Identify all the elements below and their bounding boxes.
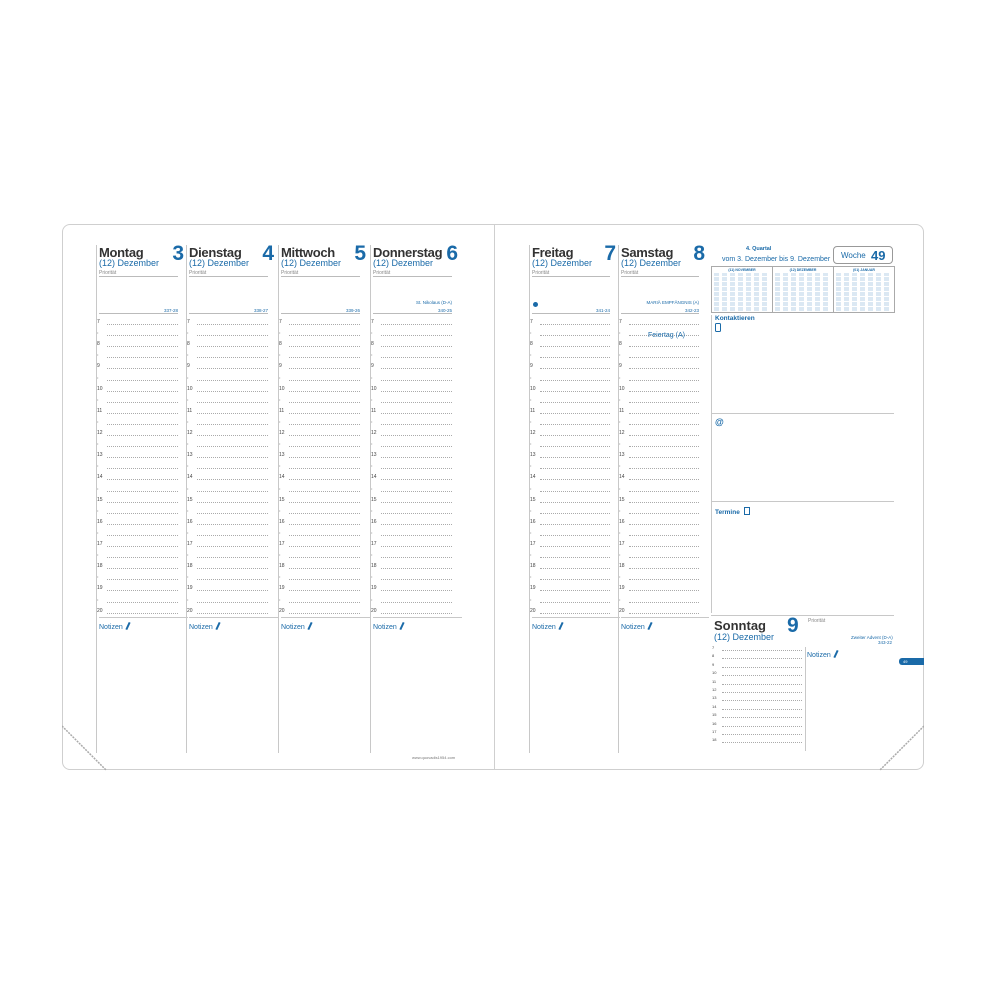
contacts-label: Kontaktieren: [715, 315, 755, 322]
day-month: (12) Dezember: [281, 258, 342, 268]
hour-label: 14: [712, 703, 717, 709]
hour-label: 9: [279, 363, 282, 370]
sunday-name: Sonntag: [714, 618, 766, 633]
day-number: 4: [262, 242, 274, 265]
priority-label: Priorität: [532, 270, 550, 276]
day-number: 8: [693, 242, 705, 265]
page-tab[interactable]: [899, 658, 924, 665]
hour-label: 9: [97, 363, 100, 370]
hour-label: 15: [619, 496, 625, 503]
phone-icon: [715, 323, 721, 332]
hour-label: 9: [530, 363, 533, 370]
appointments-label: Termine: [715, 509, 740, 516]
day-name: Samstag: [621, 245, 674, 260]
hour-label: 11: [187, 407, 193, 414]
hour-label: 11: [97, 407, 103, 414]
mini-calendar-november: [711, 266, 773, 313]
hour-label: 19: [279, 585, 285, 592]
hour-label: 18: [97, 563, 103, 570]
hour-label: 12: [97, 430, 103, 436]
hour-label: 13: [619, 452, 625, 459]
hour-label: 13: [712, 695, 717, 701]
day-month: (12) Dezember: [621, 258, 682, 268]
hour-label: 11: [530, 407, 536, 414]
mini-calendar-december: [772, 266, 834, 313]
hour-label: 14: [371, 474, 377, 481]
sunday-month: (12) Dezember: [714, 632, 775, 642]
sunday-notes-label: Notizen: [807, 650, 837, 659]
pen-icon: [399, 622, 404, 630]
day-column: Samstag (12) Dezember 8 Priorität MARIÄ EMPFÄNGNIS (A) 342-23 7 • 8 • 9 • 10 • 11 • 12 • 13 • 14 • 15 • 16 • 17 • 18 • 19 • 20 Notizen: [618, 245, 709, 753]
hour-label: 18: [187, 563, 193, 570]
hour-label: 9: [712, 661, 715, 667]
priority-label: Priorität: [373, 270, 391, 276]
hour-label: 18: [712, 737, 717, 743]
sunday-feast: Zweiter Advent (D-A): [851, 635, 893, 640]
quarter-range: vom 3. Dezember bis 9. Dezember: [722, 256, 831, 263]
hour-label: 11: [712, 678, 717, 684]
hour-label: 10: [279, 385, 285, 392]
hour-label: 20: [97, 607, 103, 614]
hour-label: 17: [619, 541, 625, 547]
day-code: 338-27: [253, 308, 268, 313]
hour-label: 17: [712, 729, 717, 734]
sunday-number: 9: [787, 614, 799, 637]
hour-label: 15: [712, 712, 717, 718]
day-code: 342-23: [684, 308, 699, 313]
hour-label: 10: [619, 385, 625, 392]
hour-label: 14: [279, 474, 285, 481]
hour-label: 14: [187, 474, 193, 481]
hour-label: 8: [619, 341, 622, 348]
priority-label: Priorität: [99, 270, 117, 276]
hour-label: 10: [530, 385, 536, 392]
hour-label: 8: [530, 341, 533, 348]
moon-phase-icon: [533, 302, 538, 307]
hour-label: 13: [279, 452, 285, 459]
hour-label: 10: [187, 385, 193, 392]
hour-label: 20: [619, 607, 625, 614]
hour-label: 15: [187, 496, 193, 503]
hour-label: 7: [371, 319, 374, 325]
hour-label: 8: [279, 341, 282, 348]
day-name: Freitag: [532, 245, 574, 260]
hour-label: 16: [371, 518, 377, 525]
hour-label: 17: [530, 541, 536, 547]
day-month: (12) Dezember: [532, 258, 593, 268]
hour-label: 18: [279, 563, 285, 570]
hour-label: 11: [619, 407, 625, 414]
hour-label: 19: [97, 585, 103, 592]
hour-label: 13: [371, 452, 377, 459]
day-column: Montag (12) Dezember 3 Priorität 337-28 7 • 8 • 9 • 10 • 11 • 12 • 13 • 14 • 15 • 16 • 17 • 18 • 19 • 20 Notizen: [96, 245, 188, 753]
hour-label: 14: [619, 474, 625, 481]
hour-label: 20: [530, 607, 536, 614]
hour-label: 18: [530, 563, 536, 570]
hour-label: 16: [530, 518, 536, 525]
hour-label: 11: [371, 407, 377, 414]
hour-label: 15: [371, 496, 377, 503]
mini-calendar-title: (01) JANUAR: [853, 268, 875, 272]
pen-icon: [125, 622, 130, 630]
hour-label: 8: [712, 653, 715, 659]
hour-label: 19: [619, 585, 625, 592]
mini-calendar-title: (11) NOVEMBER: [728, 268, 756, 272]
day-code: 340-25: [437, 308, 452, 313]
hour-label: 15: [530, 496, 536, 503]
notes-label: Notizen: [373, 622, 403, 631]
hour-label: 14: [97, 474, 103, 481]
day-number: 7: [604, 242, 616, 265]
day-column: Dienstag (12) Dezember 4 Priorität 338-27 7 • 8 • 9 • 10 • 11 • 12 • 13 • 14 • 15 • 16 • 17 • 18 • 19 • 20 Notizen: [186, 245, 278, 753]
hour-label: 13: [530, 452, 536, 459]
hour-label: 7: [712, 645, 715, 650]
hour-label: 16: [619, 518, 625, 525]
hour-label: 8: [371, 341, 374, 348]
pen-icon: [558, 622, 563, 630]
hour-label: 7: [97, 319, 100, 325]
priority-label: Priorität: [189, 270, 207, 276]
hour-label: 12: [530, 430, 536, 436]
day-number: 3: [172, 242, 184, 265]
day-column: Donnerstag (12) Dezember 6 Priorität St. Nikolaus (D-A) 340-25 7 • 8 • 9 • 10 • 11 • 12 • 13 • 14 • 15 • 16 • 17 • 18 • 19 • 20 Notizen: [370, 245, 462, 753]
day-code: 337-28: [163, 308, 178, 313]
hour-label: 7: [187, 319, 190, 325]
priority-label: Priorität: [281, 270, 299, 276]
hour-label: 17: [187, 541, 193, 547]
hour-label: 8: [187, 341, 190, 348]
hour-label: 14: [530, 474, 536, 481]
day-number: 6: [446, 242, 458, 265]
hour-label: 19: [530, 585, 536, 592]
hour-label: 7: [279, 319, 282, 325]
day-name: Mittwoch: [281, 245, 335, 260]
notes-label: Notizen: [281, 622, 311, 631]
hour-label: 16: [187, 518, 193, 525]
hour-label: 13: [187, 452, 193, 459]
hour-label: 18: [619, 563, 625, 570]
day-month: (12) Dezember: [373, 258, 434, 268]
mini-calendar-title: (12) DEZEMBER: [789, 268, 817, 272]
hour-label: 12: [371, 430, 377, 436]
day-column: Mittwoch (12) Dezember 5 Priorität 339-26 7 • 8 • 9 • 10 • 11 • 12 • 13 • 14 • 15 • 16 • 17 • 18 • 19 • 20 Notizen: [278, 245, 370, 753]
hour-label: 12: [712, 687, 717, 692]
hour-label: 10: [371, 385, 377, 392]
day-number: 5: [354, 242, 366, 265]
hour-label: 9: [371, 363, 374, 370]
hour-label: 20: [371, 607, 377, 614]
day-month: (12) Dezember: [189, 258, 250, 268]
notes-label: Notizen: [532, 622, 562, 631]
hour-label: 17: [97, 541, 103, 547]
hour-label: 12: [279, 430, 285, 436]
hour-label: 8: [97, 341, 100, 348]
day-code: 339-26: [345, 308, 360, 313]
hour-label: 12: [619, 430, 625, 436]
hour-label: 11: [279, 407, 285, 414]
hour-label: 16: [279, 518, 285, 525]
hour-label: 7: [530, 319, 533, 325]
mini-calendar-january: [833, 266, 895, 313]
quarter-title: 4. Quartal: [746, 246, 772, 252]
holiday-label: Feiertag (A): [648, 332, 685, 339]
day-name: Donnerstag: [373, 245, 443, 260]
hour-label: 10: [712, 670, 717, 676]
day-column: Freitag (12) Dezember 7 Priorität 341-24 7 • 8 • 9 • 10 • 11 • 12 • 13 • 14 • 15 • 16 • 17 • 18 • 19 • 20 Notizen: [529, 245, 620, 753]
pen-icon: [647, 622, 652, 630]
hour-label: 18: [371, 563, 377, 570]
priority-label: Priorität: [621, 270, 639, 276]
week-number: 49: [871, 248, 886, 263]
hour-label: 10: [97, 385, 103, 392]
hour-label: 17: [371, 541, 377, 547]
hour-label: 19: [187, 585, 193, 592]
hour-label: 19: [371, 585, 377, 592]
hour-label: 12: [187, 430, 193, 436]
hour-label: 20: [187, 607, 193, 614]
notes-label: Notizen: [189, 622, 219, 631]
hour-label: 13: [97, 452, 103, 459]
notes-label: Notizen: [621, 622, 651, 631]
week-box: [833, 246, 893, 264]
hour-label: 20: [279, 607, 285, 614]
week-label: Woche: [841, 251, 866, 260]
day-name: Montag: [99, 245, 144, 260]
corner-curl-right: [876, 724, 924, 772]
page-tab-label: 49: [903, 659, 908, 664]
pen-icon: [307, 622, 312, 630]
hour-label: 17: [279, 541, 285, 547]
footer-url: www.quovadis1954.com: [412, 755, 456, 760]
day-feast: St. Nikolaus (D-A): [415, 300, 452, 305]
day-name: Dienstag: [189, 245, 242, 260]
day-code: 341-24: [595, 308, 610, 313]
day-feast: MARIÄ EMPFÄNGNIS (A): [646, 300, 699, 305]
sunday-code: 343-22: [878, 640, 893, 645]
sunday-top-line: [711, 615, 894, 616]
hour-label: 7: [619, 319, 622, 325]
hour-label: 9: [187, 363, 190, 370]
hour-label: 16: [712, 720, 717, 726]
hour-label: 15: [279, 496, 285, 503]
hour-label: 15: [97, 496, 103, 503]
pen-icon: [215, 622, 220, 630]
hour-label: 16: [97, 518, 103, 525]
email-icon: @: [715, 417, 724, 427]
notepad-icon: [744, 507, 750, 515]
hour-label: 9: [619, 363, 622, 370]
day-month: (12) Dezember: [99, 258, 160, 268]
contacts-divider: [712, 413, 894, 414]
notes-label: Notizen: [99, 622, 129, 631]
email-divider: [712, 501, 894, 502]
sunday-priority: Priorität: [808, 618, 826, 624]
